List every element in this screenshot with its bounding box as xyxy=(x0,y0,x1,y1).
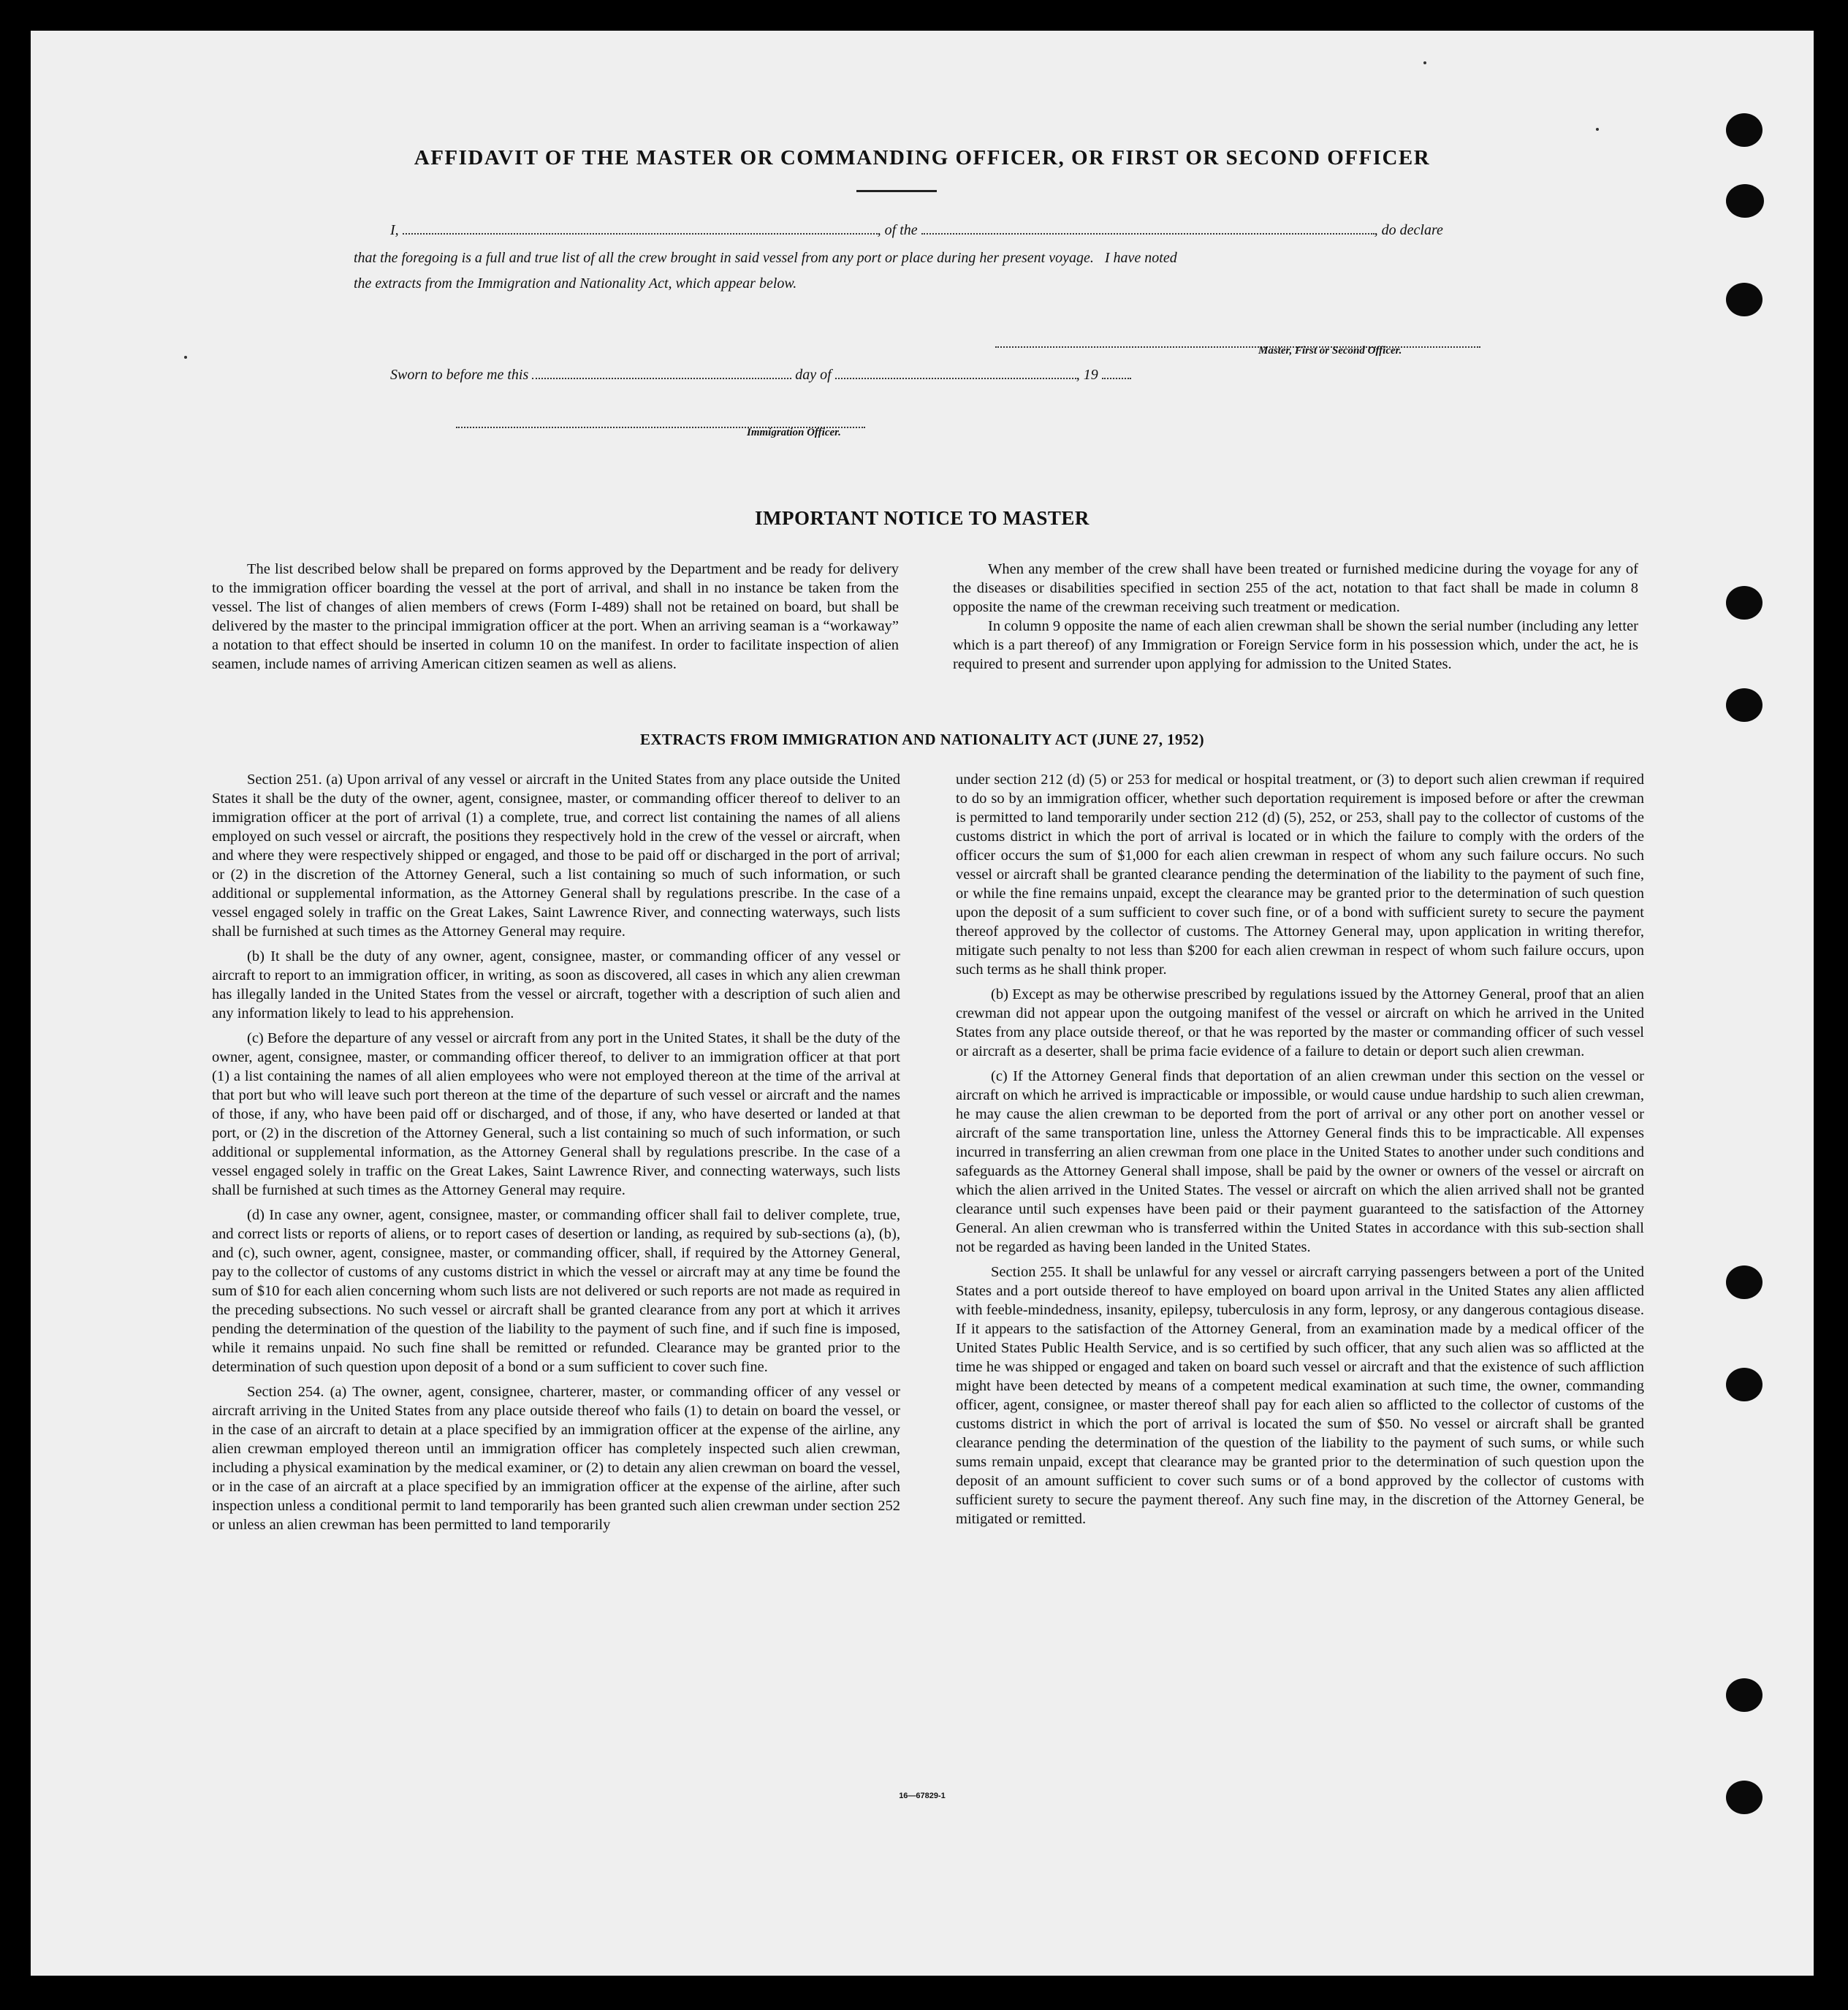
declaration-line xyxy=(390,222,1443,239)
master-signature-line[interactable] xyxy=(995,338,1480,348)
section-paragraph: (c) If the Attorney General finds that deportation of an alien crewman under this section on the vessel or aircraft on which he arrived is impracticable or impossible, or would cause undue hardship to such alien crewman, he may cause the alien crewman to be deported from the port of arrival or any other port on another vessel or aircraft of the same transportation line, unless the Attorney General finds this to be impracticable. All expenses incurred in transferring an alien crewman from one place in the United States to another under such conditions and safeguards as the Attorney General shall impose, shall be paid by the owner or owners of the vessel or aircraft on which the alien arrived in the United States. The vessel or aircraft on which the alien arrived shall not be granted clearance until such expenses have been paid or their payment guaranteed to the satisfaction of the Attorney General. An alien crewman who is transferred within the United States in accordance with this sub-section shall not be regarded as having been landed in the United States. xyxy=(956,1068,1644,1255)
notice-paragraph: The list described below shall be prepared on forms approved by the Department and be ready for delivery to the immigration officer boarding the vessel at the port of arrival, and shall in no instance be taken from the vessel. The list of changes of alien members of crews (Form I-489) shall not be retained on board, but shall be delivered by the master to the principal immigration officer at the port. When an arriving seaman is a “workaway” a notation to that effect should be inserted in column 10 on the manifest. In order to facilitate inspection of alien seamen, include names of arriving American citizen seamen as well as aliens. xyxy=(212,561,899,672)
form-number: 16—67829-1 xyxy=(899,1792,946,1800)
sworn-year-blank[interactable] xyxy=(1102,369,1131,379)
section-paragraph: (b) Except as may be otherwise prescribed by regulations issued by the Attorney General, proof that an alien crewman did not appear upon the outgoing manifest of the vessel or aircraft on which he arrived in the United States from any place outside thereof, or that he was reported by the master or commanding officer of such vessel or aircraft as a deserter, shall be prima facie evidence of a failure to detain or deport such alien crewman. xyxy=(956,986,1644,1059)
title-rule xyxy=(856,190,937,192)
sworn-mid: day of xyxy=(795,367,832,383)
notice-left-column xyxy=(212,560,899,674)
vessel-blank[interactable] xyxy=(921,224,1374,235)
scan-speck xyxy=(1423,61,1426,64)
sworn-start: Sworn to before me this xyxy=(390,367,529,383)
punch-hole xyxy=(1726,1368,1763,1401)
master-signature-caption: Master, First or Second Officer. xyxy=(1258,345,1402,357)
scan-speck xyxy=(184,356,187,359)
section-paragraph: (c) Before the departure of any vessel or aircraft from any port in the United States, it shall be the duty of the owner, agent, consignee, master, or commanding officer thereof, to deliver to an immigration officer at that port (1) a list containing the names of all alien employees who were not employed thereon at the time of the arrival at that port but who will leave such port thereon at the time of the departure of such vessel or aircraft and the names of those, if any, who have been paid off or discharged, and of those, if any, who have deserted or landed at that port, or (2) in the discretion of the Attorney General, such a list containing so much of such information, or such additional or supplemental information, as the Attorney General shall by regulations prescribe. In the case of a vessel engaged solely in traffic on the Great Lakes, Saint Lawrence River, and connecting waterways, such lists shall be furnished at such times as the Attorney General may require. xyxy=(212,1030,900,1198)
notice-paragraph: When any member of the crew shall have been treated or furnished medicine during the voyage for any of the diseases or disabilities specified in section 255 of the act, notation to that fact shall be made in column 8 opposite the name of the crewman receiving such treatment or medication. xyxy=(953,561,1638,615)
document-page xyxy=(31,31,1814,1976)
punch-hole xyxy=(1726,586,1763,620)
declaration-text: the extracts from the Immigration and Nationality Act, which appear below. xyxy=(354,275,797,292)
scan-speck xyxy=(1596,128,1599,131)
sworn-line xyxy=(390,367,1131,384)
declaration-end: , do declare xyxy=(1374,222,1443,238)
extracts-left-column xyxy=(212,770,900,1540)
section-paragraph: under section 212 (d) (5) or 253 for medical or hospital treatment, or (3) to deport such alien crewman if required to do so by an immigration officer, whether such deportation requirement is imposed before or after the crewman is permitted to land temporarily under section 212 (d) (5), 252, or 253, shall pay to the collector of customs of the customs district in which the port of arrival is located or in which the failure to comply with the orders of the officer occurs the sum of $1,000 for each alien crewman in respect of whom any such failure occurs. No such vessel or aircraft shall be granted clearance pending the determination of the liability to the payment of such fine, or while the fine remains unpaid, except the clearance may be granted prior to the determination of such question upon the deposit of a sum sufficient to cover such fine, or of a bond with sufficient surety to secure the payment thereof approved by the collector of customs. The Attorney General may, upon application in writing therefor, mitigate such penalty to not less than $200 for each alien crewman in respect of whom such failure occurs, upon such terms as he shall think proper. xyxy=(956,772,1644,978)
extracts-title: EXTRACTS FROM IMMIGRATION AND NATIONALITY ACT (JUNE 27, 1952) xyxy=(639,731,1205,748)
sworn-month-blank[interactable] xyxy=(835,369,1076,379)
notice-paragraph: In column 9 opposite the name of each alien crewman shall be shown the serial number (including any letter which is a part thereof) of any Immigration or Foreign Service form in his possession which, under the act, he is required to present and surrender upon applying for admission to the United States. xyxy=(953,618,1638,672)
punch-hole xyxy=(1726,113,1763,147)
sworn-date-blank[interactable] xyxy=(532,369,791,379)
officer-signature-caption: Immigration Officer. xyxy=(747,427,841,438)
extracts-right-column xyxy=(956,770,1644,1534)
notice-title: IMPORTANT NOTICE TO MASTER xyxy=(755,507,1090,529)
punch-hole xyxy=(1726,283,1763,316)
section-paragraph: Section 251. (a) Upon arrival of any vessel or aircraft in the United States from any place outside the United States it shall be the duty of the owner, agent, consignee, master, or commanding officer thereof to deliver to an immigration officer at the port of arrival (1) a complete, true, and correct list containing the names of all aliens employed on such vessel or aircraft, the positions they respectively hold in the crew of the vessel or aircraft, when and where they were respectively shipped or engaged, and those to be paid off or discharged in the port of arrival; or (2) in the discretion of the Attorney General, such a list containing so much of such information, or such additional or supplemental information, as the Attorney General shall by regulations prescribe. In the case of a vessel engaged solely in traffic on the Great Lakes, Saint Lawrence River, and connecting waterways, such lists shall be furnished at such times as the Attorney General may require. xyxy=(212,772,900,940)
punch-hole xyxy=(1726,184,1764,218)
section-paragraph: Section 255. It shall be unlawful for any vessel or aircraft carrying passengers between a port of the United States and a port outside thereof to have employed on board upon arrival in the United States any alien afflicted with feeble-mindedness, insanity, epilepsy, tuberculosis in any form, leprosy, or any dangerous contagious disease. If it appears to the satisfaction of the Attorney General, from an examination made by a medical officer of the United States Public Health Service, and is so certified by such officer, that any such alien was so afflicted at the time he was shipped or engaged and taken on board such vessel or aircraft and that the existence of such affliction might have been detected by means of a competent medical examination at such time, the owner, commanding officer, agent, consignee, or master thereof shall pay for each alien so afflicted to the collector of customs of the customs district in which the port of arrival is located the sum of $50. No vessel or aircraft shall be granted clearance pending the determination of the question of the liability to the payment of such sums, or while such sums remain unpaid, except that clearance may be granted prior to the determination of such question upon the deposit of an amount sufficient to cover such sums or of a bond approved by the collector of customs with sufficient surety to secure the payment thereof. Any such fine may, in the discretion of the Attorney General, be mitigated or remitted. xyxy=(956,1264,1644,1527)
punch-hole xyxy=(1726,688,1763,722)
punch-hole xyxy=(1726,1265,1763,1299)
section-paragraph: Section 254. (a) The owner, agent, consignee, charterer, master, or commanding officer of any vessel or aircraft arriving in the United States from any place outside thereof who fails (1) to detain on board the vessel, or in the case of an aircraft to detain at a place specified by an immigration officer at the expense of the airline, any alien crewman employed thereon until an immigration officer has completely inspected such alien crewman, including a physical examination by the medical examiner, or (2) to detain any alien crewman on board the vessel, or in the case of an aircraft at a place specified by an immigration officer at the expense of the airline, after such inspection unless a conditional permit to land temporarily has been granted such alien crewman under section 252 or unless an alien crewman has been permitted to land temporarily xyxy=(212,1384,900,1533)
declaration-mid: , of the xyxy=(877,222,918,238)
declaration-start: I, xyxy=(390,222,399,238)
section-paragraph: (d) In case any owner, agent, consignee, master, or commanding officer shall fail to deliver complete, true, and correct lists or reports of aliens, or to report cases of desertion or landing, as required by sub-sections (a), (b), and (c), such owner, agent, consignee, master, or commanding officer, shall, if required by the Attorney General, pay to the collector of customs of any customs district in which the vessel or aircraft may at any time be found the sum of $10 for each alien concerning whom such lists are not delivered or such reports are not made as required in the preceding subsections. No such vessel or aircraft shall be granted clearance from any port at which it arrives pending the determination of the question of the liability to the payment of such fine, and if such fine is imposed, while it remains unpaid. No such fine shall be remitted or refunded. Clearance may be granted prior to the determination of such question upon deposit of a bond or a sum sufficient to cover such fine. xyxy=(212,1207,900,1375)
name-blank[interactable] xyxy=(403,224,878,235)
sworn-end: , 19 xyxy=(1076,367,1098,383)
affidavit-title: AFFIDAVIT OF THE MASTER OR COMMANDING OFFICER, OR FIRST OR SECOND OFFICER xyxy=(414,146,1431,170)
section-paragraph: (b) It shall be the duty of any owner, agent, consignee, master, or commanding officer of any vessel or aircraft to report to an immigration officer, in writing, as soon as discovered, all cases in which any alien crewman has illegally landed in the United States from the vessel or aircraft, together with a description of such alien and any information likely to lead to his apprehension. xyxy=(212,948,900,1021)
declaration-text: that the foregoing is a full and true list of all the crew brought in said vessel from any port or place during her present voyage. I have noted xyxy=(354,250,1177,266)
punch-hole xyxy=(1726,1678,1763,1712)
notice-right-column xyxy=(953,560,1638,674)
